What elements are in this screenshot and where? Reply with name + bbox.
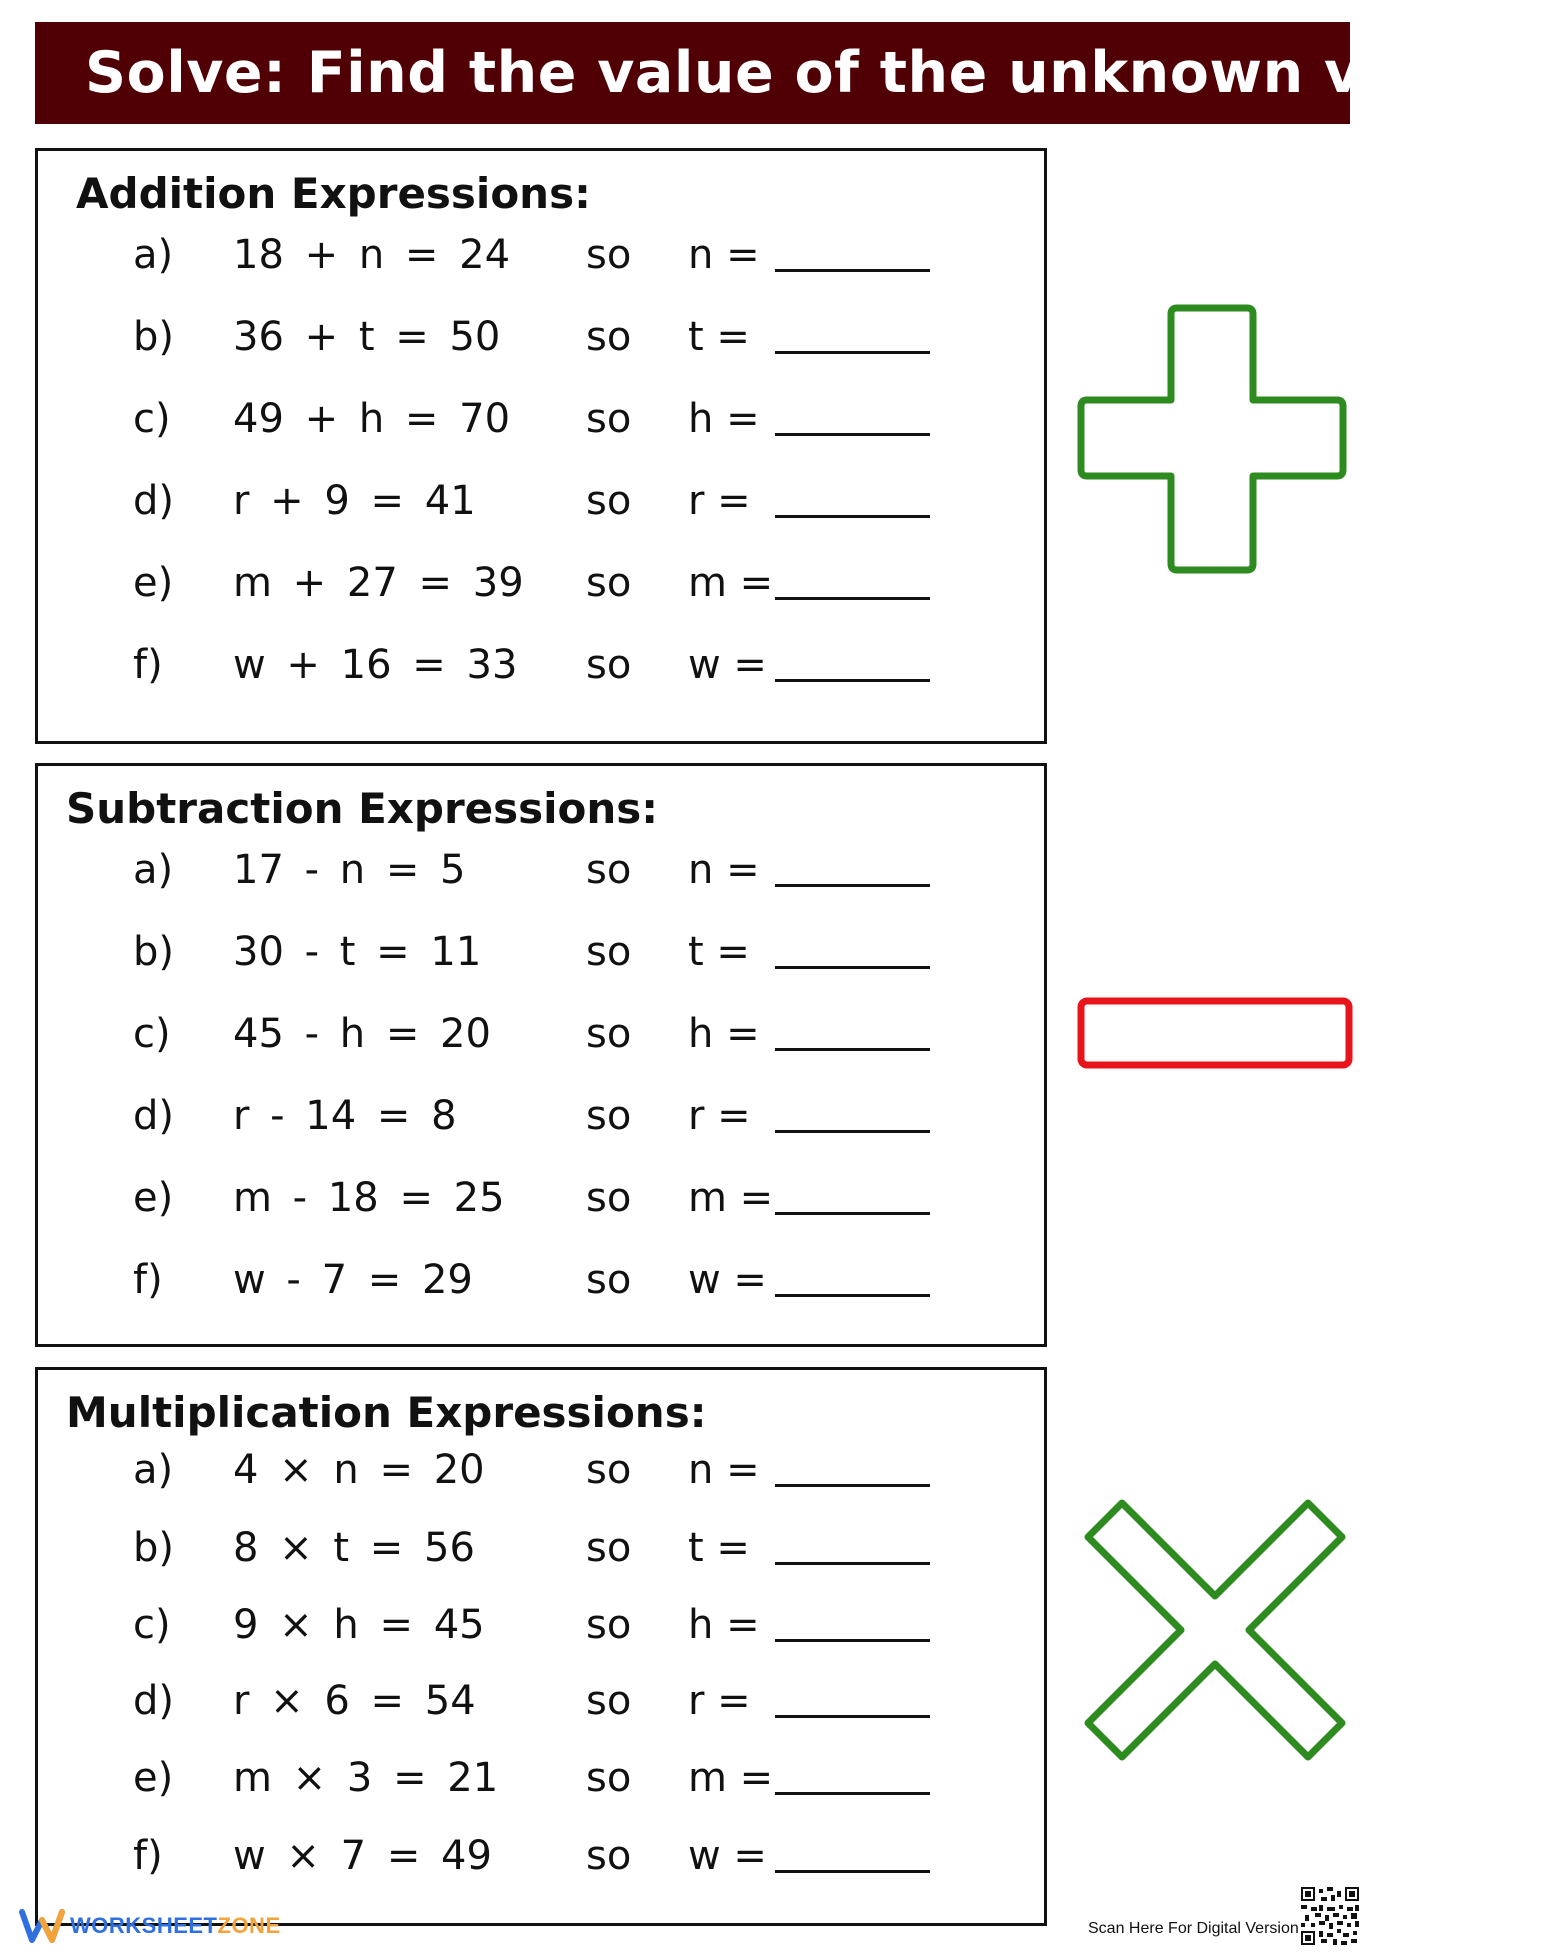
- problem-expression: 36 + t = 50: [233, 314, 501, 360]
- problem-row: [38, 389, 1044, 449]
- problem-label: d): [133, 1678, 174, 1724]
- variable-label: w =: [688, 1833, 767, 1879]
- problem-row: [38, 1595, 1044, 1655]
- answer-blank[interactable]: [775, 679, 930, 682]
- section-title: Subtraction Expressions:: [66, 784, 659, 833]
- problem-row: [38, 1086, 1044, 1146]
- problem-expression: m + 27 = 39: [233, 560, 524, 606]
- variable-label: n =: [688, 847, 760, 893]
- so-text: so: [586, 1525, 632, 1571]
- problem-label: b): [133, 1525, 174, 1571]
- problem-row: [38, 471, 1044, 531]
- problem-row: [38, 1671, 1044, 1731]
- brand-name: WORKSHEETZONE: [70, 1913, 281, 1938]
- problem-row: [38, 1250, 1044, 1310]
- qr-code-icon[interactable]: [1301, 1887, 1359, 1945]
- problem-expression: r - 14 = 8: [233, 1093, 457, 1139]
- variable-label: w =: [688, 642, 767, 688]
- problem-label: e): [133, 560, 174, 606]
- problem-expression: 18 + n = 24: [233, 232, 511, 278]
- answer-blank[interactable]: [775, 597, 930, 600]
- section-title: Addition Expressions:: [76, 169, 591, 218]
- problem-row: [38, 553, 1044, 613]
- variable-label: h =: [688, 396, 760, 442]
- problem-label: b): [133, 929, 174, 975]
- section-title: Multiplication Expressions:: [66, 1388, 707, 1437]
- so-text: so: [586, 560, 632, 606]
- answer-blank[interactable]: [775, 884, 930, 887]
- addition-section: [35, 148, 1047, 744]
- answer-blank[interactable]: [775, 1792, 930, 1795]
- variable-label: m =: [688, 560, 774, 606]
- problem-expression: 30 - t = 11: [233, 929, 482, 975]
- problem-row: [38, 922, 1044, 982]
- problem-row: [38, 635, 1044, 695]
- problem-row: [38, 1518, 1044, 1578]
- answer-blank[interactable]: [775, 966, 930, 969]
- so-text: so: [586, 1447, 632, 1493]
- answer-blank[interactable]: [775, 1294, 930, 1297]
- problem-label: a): [133, 847, 174, 893]
- problem-expression: 4 × n = 20: [233, 1447, 485, 1493]
- problem-expression: 8 × t = 56: [233, 1525, 475, 1571]
- so-text: so: [586, 1011, 632, 1057]
- problem-expression: w × 7 = 49: [233, 1833, 492, 1879]
- scan-text: Scan Here For Digital Version: [1088, 1920, 1299, 1937]
- problem-label: c): [133, 1602, 171, 1648]
- problem-expression: r × 6 = 54: [233, 1678, 476, 1724]
- variable-label: w =: [688, 1257, 767, 1303]
- variable-label: m =: [688, 1175, 774, 1221]
- problem-label: c): [133, 1011, 171, 1057]
- answer-blank[interactable]: [775, 1484, 930, 1487]
- variable-label: h =: [688, 1011, 760, 1057]
- answer-blank[interactable]: [775, 1048, 930, 1051]
- so-text: so: [586, 1257, 632, 1303]
- worksheetzone-logo-icon: [20, 1908, 64, 1944]
- so-text: so: [586, 642, 632, 688]
- variable-label: t =: [688, 314, 750, 360]
- answer-blank[interactable]: [775, 1212, 930, 1215]
- variable-label: n =: [688, 232, 760, 278]
- so-text: so: [586, 1678, 632, 1724]
- problem-row: [38, 1004, 1044, 1064]
- answer-blank[interactable]: [775, 1639, 930, 1642]
- problem-expression: 49 + h = 70: [233, 396, 511, 442]
- problem-label: d): [133, 1093, 174, 1139]
- so-text: so: [586, 1755, 632, 1801]
- problem-row: [38, 1748, 1044, 1808]
- problem-row: [38, 1440, 1044, 1500]
- variable-label: m =: [688, 1755, 774, 1801]
- so-text: so: [586, 396, 632, 442]
- answer-blank[interactable]: [775, 1870, 930, 1873]
- answer-blank[interactable]: [775, 351, 930, 354]
- problem-label: e): [133, 1175, 174, 1221]
- answer-blank[interactable]: [775, 515, 930, 518]
- problem-expression: w + 16 = 33: [233, 642, 518, 688]
- problem-expression: w - 7 = 29: [233, 1257, 473, 1303]
- subtraction-section: [35, 763, 1047, 1347]
- problem-row: [38, 1826, 1044, 1886]
- problem-expression: r + 9 = 41: [233, 478, 476, 524]
- so-text: so: [586, 847, 632, 893]
- problem-row: [38, 225, 1044, 285]
- variable-label: r =: [688, 1093, 751, 1139]
- problem-label: a): [133, 1447, 174, 1493]
- answer-blank[interactable]: [775, 1715, 930, 1718]
- so-text: so: [586, 314, 632, 360]
- problem-label: d): [133, 478, 174, 524]
- so-text: so: [586, 1833, 632, 1879]
- variable-label: r =: [688, 478, 751, 524]
- multiply-icon: [1080, 1495, 1350, 1765]
- problem-expression: m - 18 = 25: [233, 1175, 505, 1221]
- minus-icon: [1075, 995, 1355, 1075]
- problem-label: b): [133, 314, 174, 360]
- problem-expression: 9 × h = 45: [233, 1602, 485, 1648]
- so-text: so: [586, 232, 632, 278]
- problem-row: [38, 840, 1044, 900]
- so-text: so: [586, 1602, 632, 1648]
- variable-label: t =: [688, 1525, 750, 1571]
- multiplication-section: [35, 1367, 1047, 1926]
- answer-blank[interactable]: [775, 433, 930, 436]
- problem-row: [38, 1168, 1044, 1228]
- brand-logo: [20, 1906, 281, 1946]
- problem-row: [38, 307, 1044, 367]
- problem-label: f): [133, 1257, 163, 1303]
- variable-label: r =: [688, 1678, 751, 1724]
- variable-label: h =: [688, 1602, 760, 1648]
- problem-expression: 45 - h = 20: [233, 1011, 491, 1057]
- answer-blank[interactable]: [775, 1130, 930, 1133]
- so-text: so: [586, 478, 632, 524]
- answer-blank[interactable]: [775, 1562, 930, 1565]
- answer-blank[interactable]: [775, 269, 930, 272]
- problem-expression: 17 - n = 5: [233, 847, 466, 893]
- so-text: so: [586, 1175, 632, 1221]
- problem-label: f): [133, 1833, 163, 1879]
- page-title: Solve: Find the value of the unknown variant: [35, 22, 1350, 124]
- problem-expression: m × 3 = 21: [233, 1755, 499, 1801]
- problem-label: c): [133, 396, 171, 442]
- variable-label: n =: [688, 1447, 760, 1493]
- variable-label: t =: [688, 929, 750, 975]
- problem-label: f): [133, 642, 163, 688]
- so-text: so: [586, 1093, 632, 1139]
- problem-label: a): [133, 232, 174, 278]
- so-text: so: [586, 929, 632, 975]
- problem-label: e): [133, 1755, 174, 1801]
- plus-icon: [1075, 300, 1350, 580]
